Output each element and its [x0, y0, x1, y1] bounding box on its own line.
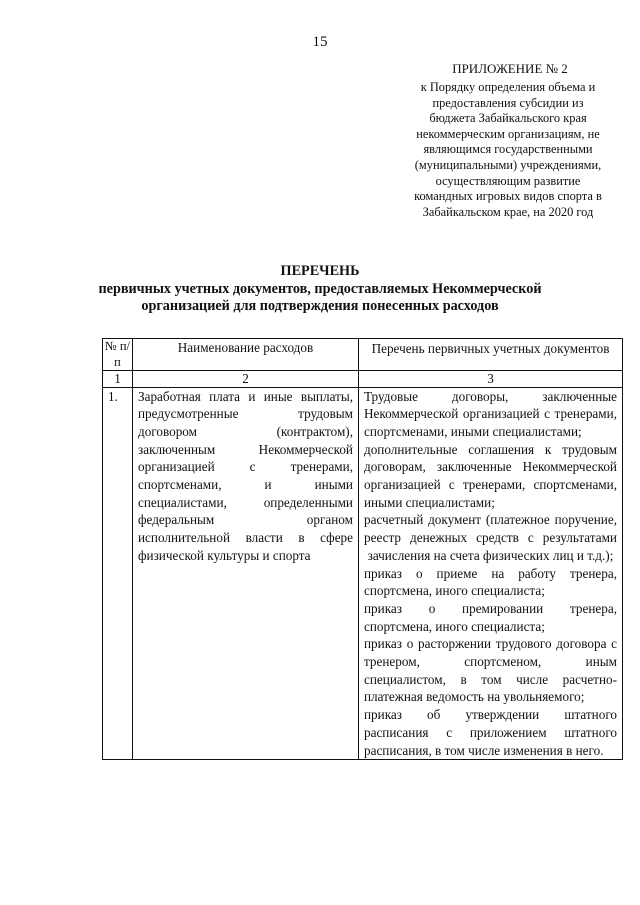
column-number: 3 [359, 371, 623, 388]
table-header-row [103, 339, 623, 371]
appendix-line: Забайкальском крае, на 2020 год [422, 204, 594, 219]
document-item: приказ о премировании тренера, спортсмена, иного специалиста; [364, 600, 617, 634]
appendix-line: (муниципальными) учреждениями, [414, 157, 602, 172]
header-docs: Перечень первичных учетных документов [359, 339, 623, 371]
document-item: дополнительные соглашения к трудовым договорам, заключенные Некоммерческой организацией с тренерами, спортсменами, иными специалистами; [364, 441, 617, 510]
table-row [103, 387, 623, 760]
appendix-subtitle [398, 80, 618, 220]
header-name: Наименование расходов [133, 339, 359, 371]
page-number: 15 [312, 34, 328, 50]
appendix-line: некоммерческим организациям, не [416, 126, 600, 141]
appendix-line: предоставления субсидии из [432, 95, 584, 110]
expenses-table [102, 338, 623, 760]
document-item: Трудовые договоры, заключенные Некоммерческой организацией с тренерами, спортсменами, иными специалистами; [364, 388, 617, 439]
document-item: приказ о расторжении трудового договора с тренером, спортсменом, иным специалистом, в том числе расчетно-платежная ведомость на увольняемого; [364, 636, 617, 705]
document-title-line: первичных учетных документов, предоставляемых Некоммерческой [98, 280, 542, 297]
appendix-line: командных игровых видов спорта в [414, 189, 602, 204]
appendix-line: к Порядку определения объема и [420, 80, 596, 94]
document-title-line: организацией для подтверждения понесенных расходов [141, 298, 499, 314]
header-num: № п/п [103, 339, 133, 371]
appendix-line: осуществляющим развитие [435, 173, 581, 188]
appendix-title: ПРИЛОЖЕНИЕ № 2 [452, 61, 568, 76]
column-number: 1 [103, 371, 133, 388]
document-list [359, 387, 623, 760]
document-title [0, 263, 640, 316]
appendix-line: бюджета Забайкальского края [429, 111, 587, 126]
column-number-row [103, 371, 623, 388]
column-number: 2 [133, 371, 359, 388]
row-number: 1. [103, 387, 133, 760]
document-item: расчетный документ (платежное поручение, реестр денежных средств с результатами зачисления на счета физических лиц и т.д.); [364, 512, 617, 563]
document-item: приказ о приеме на работу тренера, спортсмена, иного специалиста; [364, 565, 617, 599]
document-item: приказ об утверждении штатного расписания с приложением штатного расписания, в том числе изменения в него. [364, 707, 617, 758]
expense-name: Заработная плата и иные выплаты, предусмотренные трудовым договором (контрактом), заключенным Некоммерческой организацией с тренерами, спортсменами, и иными специалистами, определенными федеральным органом исполнительной власти в сфере физической культуры и спорта [133, 387, 359, 760]
document-title-line: ПЕРЕЧЕНЬ [280, 263, 360, 279]
appendix-line: являющимся государственными [423, 142, 593, 157]
